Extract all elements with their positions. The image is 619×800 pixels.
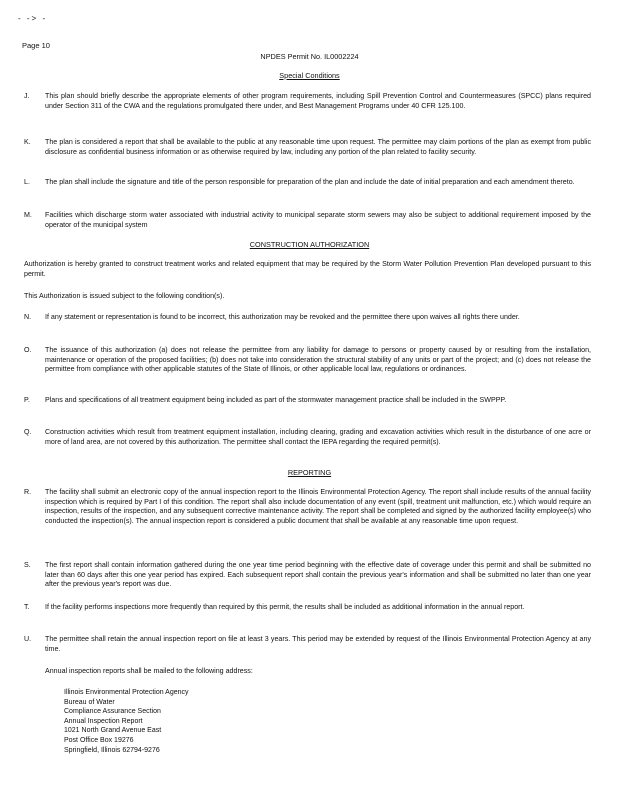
condition-item (24, 138, 591, 157)
item-text: The first report shall contain information gathered during the one year time period beginning with the effective date of coverage under this permit and shall be submitted no later than 60 days after this one year period has expired. Each subsequent report shall contain the previous year's information and shall be submitted no later than one year after the previous year's report was due. (45, 561, 591, 589)
item-text: The permittee shall retain the annual inspection report on file at least 3 years. This period may be extended by request of the Illinois Environmental Protection Agency at any time. (45, 635, 591, 653)
condition-text: Facilities which discharge storm water associated with industrial activity to municipal separate storm sewers may also be subject to additional requirement imposed by the operator of the municipal system (45, 211, 591, 229)
condition-text: This plan should briefly describe the appropriate elements of other program requirements, including Spill Prevention Control and Countermeasures (SPCC) plans required under Section 311 of the CWA and the regulations promulgated there under, and Best Management Programs under 40 CFR 125.100. (45, 92, 591, 110)
address-line: Springfield, Illinois 62794-9276 (64, 746, 160, 754)
item-letter: N. (24, 313, 32, 321)
construction-intro: Authorization is hereby granted to construct treatment works and related equipment that may be required by the Storm Water Pollution Prevention Plan developed pursuant to this permit. (24, 260, 591, 278)
reporting-item (24, 561, 591, 590)
reporting-item (24, 488, 591, 526)
item-letter: T. (24, 603, 30, 611)
reporting-item (24, 635, 591, 654)
authorization-item (24, 346, 591, 375)
authorization-item (24, 396, 591, 406)
item-letter: Q. (24, 428, 32, 436)
reporting-item (24, 603, 591, 613)
address-line: Bureau of Water (64, 698, 115, 706)
construction-subject: This Authorization is issued subject to the following condition(s). (24, 292, 225, 300)
item-text: If any statement or representation is found to be incorrect, this authorization may be revoked and the permittee there upon waives all rights there under. (45, 313, 520, 321)
condition-text: The plan is considered a report that shall be available to the public at any reasonable time upon request. The permittee may claim portions of the plan as exempt from public disclosure as confidential business information or as otherwise required by law, including any portion of the plan related to facility security. (45, 138, 591, 156)
condition-item (24, 178, 591, 188)
address-line: Compliance Assurance Section (64, 708, 161, 716)
condition-item (24, 211, 591, 230)
item-text: If the facility performs inspections more frequently than required by this permit, the results shall be included as additional information in the annual report. (45, 603, 525, 611)
construction-heading: CONSTRUCTION AUTHORIZATION (249, 240, 370, 249)
item-text: Construction activities which result from treatment equipment installation, including clearing, grading and excavation activities which result in the disturbance of one acre or more of land area, are not covered by this authorization. The permittee shall contact the IEPA regarding the required permit(s). (45, 428, 591, 446)
item-letter: U. (24, 635, 32, 643)
item-letter: R. (24, 488, 32, 496)
address-line: Illinois Environmental Protection Agency (64, 689, 189, 696)
address-line: Annual Inspection Report (64, 717, 143, 725)
condition-letter: J. (24, 92, 30, 100)
address-line: 1021 North Grand Avenue East (64, 727, 162, 735)
item-letter: O. (24, 346, 32, 354)
item-text: Plans and specifications of all treatment equipment being included as part of the stormwater management practice shall be included in the SWPPP. (45, 396, 507, 404)
address-line: Post Office Box 19276 (64, 736, 134, 744)
condition-letter: M. (24, 211, 32, 219)
condition-text: The plan shall include the signature and title of the person responsible for preparation of the plan and include the date of initial preparation and each amendment thereto. (45, 178, 575, 186)
item-text: The issuance of this authorization (a) does not release the permittee from any liability for damage to persons or property caused by or resulting from the installation, maintenance or operation of the proposed facilities; (b) does not take into consideration the structural stability of any units or part of the project; and (c) does not release the permittee from compliance with other applicable statutes of the State of Illinois, or other applicable local law, regulations or ordinances. (45, 346, 591, 374)
condition-letter: L. (24, 178, 30, 186)
condition-letter: K. (24, 138, 31, 146)
mail-intro: Annual inspection reports shall be mailed to the following address: (45, 667, 253, 675)
reporting-heading: REPORTING (287, 468, 332, 477)
scan-marks: - -> - (18, 14, 48, 23)
condition-item (24, 92, 591, 111)
page-number: Page 10 (22, 41, 50, 50)
section-title: Special Conditions (279, 71, 340, 80)
item-text: The facility shall submit an electronic copy of the annual inspection report to the Illinois Environmental Protection Agency. The report shall include results of the annual facility inspection which is required by Part I of this condition. The report shall also include documentation of any event (spill, treatment unit malfunction, etc.) which would require an inspection, results of the inspection, and any subsequent corrective maintenance activity. The report shall be completed and signed by the authorized facility employee(s) who conducted the inspection(s). The annual inspection report is considered a public document that shall be available at any reasonable time upon request. (45, 488, 591, 525)
item-letter: S. (24, 561, 31, 569)
mailing-address (64, 688, 189, 755)
authorization-item (24, 428, 591, 447)
authorization-item (24, 313, 591, 323)
permit-number: NPDES Permit No. IL0002224 (260, 52, 359, 61)
item-letter: P. (24, 396, 30, 404)
